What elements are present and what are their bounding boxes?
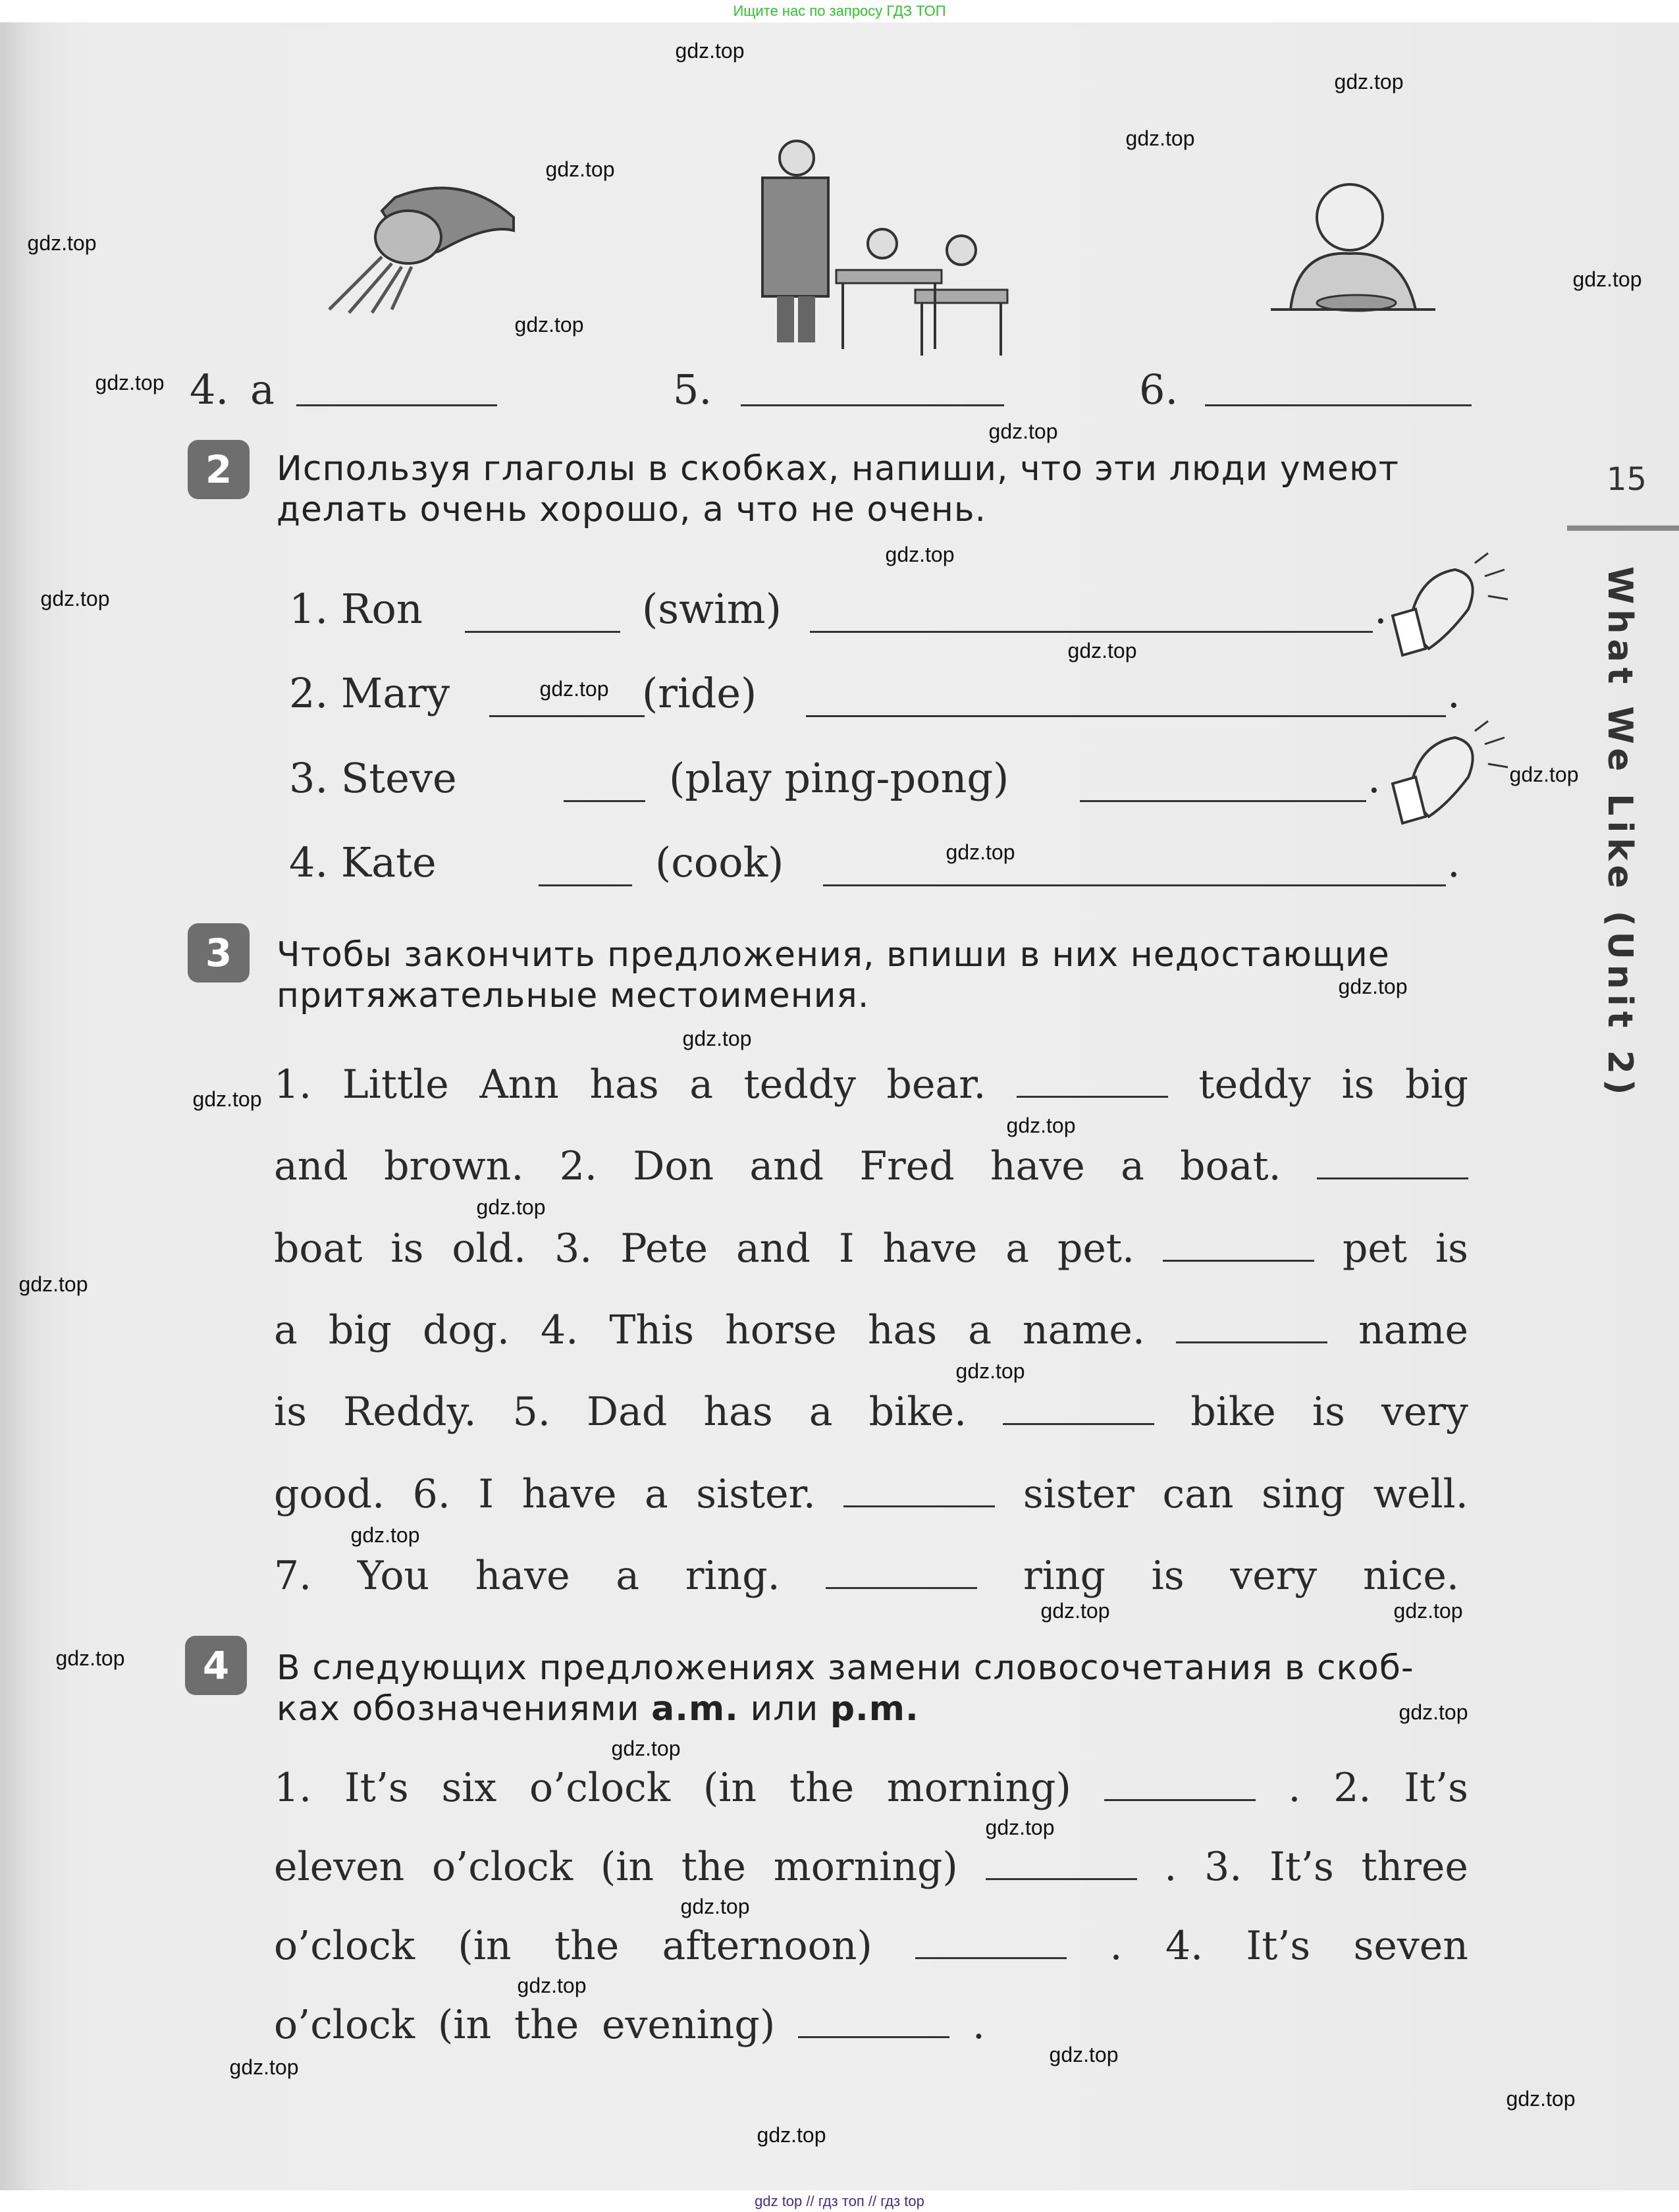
word: is bbox=[1435, 1226, 1468, 1272]
watermark: gdz.top bbox=[1006, 1114, 1076, 1137]
watermark: gdz.top bbox=[611, 1737, 681, 1760]
ex1-item-4-number: 4. bbox=[190, 365, 229, 414]
word: has bbox=[703, 1389, 773, 1435]
or-word: или bbox=[750, 1689, 819, 1729]
word: It’s bbox=[1246, 1923, 1311, 1969]
word: and bbox=[274, 1143, 348, 1189]
watermark: gdz.top bbox=[1049, 2043, 1119, 2066]
boy-eating-illustration bbox=[1258, 178, 1442, 316]
paragraph-line bbox=[274, 1062, 1468, 1108]
word: boat. bbox=[1180, 1143, 1281, 1189]
word: You bbox=[357, 1553, 430, 1599]
watermark: gdz.top bbox=[1334, 70, 1404, 94]
word: 7. bbox=[274, 1553, 312, 1599]
watermark: gdz.top bbox=[955, 1359, 1025, 1383]
watermark: gdz.top bbox=[682, 1027, 752, 1050]
word: morning) bbox=[773, 1844, 958, 1890]
word: This bbox=[609, 1307, 695, 1353]
watermark: gdz.top bbox=[1572, 267, 1642, 291]
header-note: Ищите нас по запросу ГДЗ ТОП bbox=[733, 3, 946, 19]
word: a bbox=[1005, 1226, 1030, 1272]
exercise-2-badge: 2 bbox=[188, 440, 250, 499]
word: evening) bbox=[602, 2002, 776, 2048]
watermark: gdz.top bbox=[1509, 763, 1579, 786]
ex4-instruction-line-1: В следующих предложениях замени словосочетания в скоб- bbox=[277, 1648, 1414, 1688]
word: 2. bbox=[559, 1143, 597, 1189]
word: bike bbox=[1190, 1389, 1276, 1435]
clapping-hands-icon bbox=[1389, 718, 1514, 833]
ex1-item-4-blank[interactable] bbox=[296, 404, 497, 406]
word: Reddy. bbox=[343, 1389, 477, 1435]
ex2-item-blank-sentence[interactable] bbox=[823, 884, 1446, 886]
ex2-item-verb: (cook) bbox=[655, 838, 784, 886]
word: afternoon) bbox=[662, 1923, 872, 1969]
word: I bbox=[478, 1471, 494, 1517]
word: old. bbox=[452, 1226, 527, 1272]
ex3-instruction-line-2: притяжательные местоимения. bbox=[277, 976, 870, 1015]
watermark: gdz.top bbox=[1393, 1599, 1463, 1623]
ex2-item-blank-sentence[interactable] bbox=[1080, 800, 1366, 802]
word: It’s bbox=[344, 1765, 409, 1811]
word: a bbox=[644, 1471, 668, 1517]
watermark: gdz.top bbox=[675, 39, 745, 63]
shower-illustration bbox=[316, 165, 527, 316]
word: a bbox=[809, 1389, 833, 1435]
paragraph-line bbox=[274, 1307, 1468, 1353]
word: Pete bbox=[620, 1226, 708, 1272]
answer-blank[interactable] bbox=[826, 1558, 977, 1589]
watermark: gdz.top bbox=[885, 543, 955, 566]
ex1-item-6-number: 6. bbox=[1139, 365, 1179, 414]
word: is bbox=[1151, 1553, 1185, 1599]
word: o’clock bbox=[432, 1844, 573, 1890]
word: 4. bbox=[1165, 1923, 1204, 1969]
watermark: gdz.top bbox=[946, 840, 1015, 864]
ex4-instruction-line-2 bbox=[277, 1689, 919, 1729]
watermark: gdz.top bbox=[757, 2123, 826, 2147]
word: teddy bbox=[743, 1062, 856, 1108]
word: is bbox=[274, 1389, 307, 1435]
unit-title: What We Like (Unit 2) bbox=[1600, 566, 1639, 1100]
ex2-item-label: 3. Steve bbox=[289, 754, 457, 802]
paragraph-line bbox=[274, 1844, 1468, 1890]
ex1-item-6-blank[interactable] bbox=[1205, 404, 1472, 406]
word: a bbox=[274, 1307, 298, 1353]
word: 1. bbox=[274, 1062, 312, 1108]
word: have bbox=[882, 1226, 978, 1272]
watermark: gdz.top bbox=[40, 587, 110, 610]
ex2-item-verb: (play ping-pong) bbox=[669, 754, 1009, 802]
word: bike. bbox=[868, 1389, 967, 1435]
word: boat bbox=[274, 1226, 363, 1272]
answer-blank[interactable] bbox=[1176, 1312, 1327, 1343]
ex2-item-end: . bbox=[1447, 669, 1460, 717]
paragraph-line bbox=[274, 1471, 1468, 1517]
word: (in bbox=[458, 1923, 512, 1969]
word: sister bbox=[1023, 1471, 1134, 1517]
ex3-instruction-line-1: Чтобы закончить предложения, впиши в них недостающие bbox=[277, 935, 1390, 975]
word: and bbox=[749, 1143, 824, 1189]
word: 3. bbox=[554, 1226, 593, 1272]
watermark: gdz.top bbox=[55, 1646, 125, 1670]
word: have bbox=[990, 1143, 1085, 1189]
word: the bbox=[789, 1765, 855, 1811]
word: eleven bbox=[274, 1844, 405, 1890]
word: . bbox=[1288, 1765, 1301, 1811]
word: very bbox=[1230, 1553, 1318, 1599]
ex4-instruction-text: ках обозначениями bbox=[277, 1689, 640, 1729]
word: 6. bbox=[412, 1471, 450, 1517]
word: Don bbox=[633, 1143, 714, 1189]
watermark: gdz.top bbox=[476, 1195, 546, 1219]
word: o’clock bbox=[274, 1923, 415, 1969]
ex2-instruction-line-2: делать очень хорошо, а что не очень. bbox=[277, 490, 987, 529]
word: (in bbox=[437, 2002, 492, 2048]
word: name. bbox=[1023, 1307, 1145, 1353]
word: bear. bbox=[886, 1062, 986, 1108]
word: 2. bbox=[1333, 1765, 1372, 1811]
word: has bbox=[589, 1062, 659, 1108]
watermark: gdz.top bbox=[1399, 1700, 1468, 1724]
watermark: gdz.top bbox=[192, 1087, 262, 1111]
word: 4. bbox=[541, 1307, 579, 1353]
word: It’s bbox=[1269, 1844, 1334, 1890]
word: good. bbox=[274, 1471, 385, 1517]
watermark: gdz.top bbox=[1125, 126, 1195, 150]
word: can bbox=[1162, 1471, 1234, 1517]
word: It’s bbox=[1404, 1765, 1468, 1811]
answer-blank[interactable] bbox=[798, 2007, 949, 2038]
watermark: gdz.top bbox=[988, 419, 1058, 443]
ex2-instruction-line-1: Используя глаголы в скобках, напиши, что эти люди умеют bbox=[277, 449, 1399, 489]
word: sister. bbox=[696, 1471, 816, 1517]
am-term: a.m. bbox=[651, 1689, 739, 1729]
watermark: gdz.top bbox=[1338, 975, 1408, 998]
word: dog. bbox=[422, 1307, 510, 1353]
exercise-3-badge: 3 bbox=[188, 923, 250, 983]
watermark: gdz.top bbox=[985, 1816, 1055, 1839]
word: is bbox=[390, 1226, 424, 1272]
word: I bbox=[838, 1226, 855, 1272]
word: the bbox=[554, 1923, 620, 1969]
word: is bbox=[1312, 1389, 1345, 1435]
watermark: gdz.top bbox=[514, 313, 584, 337]
paragraph-line bbox=[274, 1923, 1468, 1969]
word: o’clock bbox=[274, 2002, 415, 2048]
watermark: gdz.top bbox=[229, 2055, 299, 2079]
word: Ann bbox=[479, 1062, 559, 1108]
word: a bbox=[689, 1062, 714, 1108]
ex2-item-verb: (swim) bbox=[642, 585, 782, 633]
ex2-item-end: . bbox=[1374, 585, 1387, 633]
word: 3. bbox=[1204, 1844, 1242, 1890]
answer-blank[interactable] bbox=[1317, 1148, 1468, 1179]
ex2-item-blank-adverb[interactable] bbox=[465, 631, 620, 633]
word: (in bbox=[703, 1765, 757, 1811]
word: have bbox=[475, 1553, 570, 1599]
word: have bbox=[521, 1471, 617, 1517]
answer-blank[interactable] bbox=[986, 1849, 1137, 1880]
word: big bbox=[328, 1307, 392, 1353]
paragraph-line bbox=[274, 1226, 1468, 1272]
word: (in bbox=[600, 1844, 654, 1890]
word: the bbox=[514, 2002, 579, 2048]
word: is bbox=[1341, 1062, 1375, 1108]
word: . bbox=[1109, 1923, 1123, 1969]
watermark: gdz.top bbox=[95, 371, 165, 394]
answer-blank[interactable] bbox=[843, 1476, 995, 1507]
watermark: gdz.top bbox=[680, 1895, 750, 1918]
watermark: gdz.top bbox=[539, 677, 609, 701]
paragraph-line bbox=[274, 1389, 1468, 1435]
ex1-item-5-number: 5. bbox=[673, 365, 712, 414]
side-rule bbox=[1567, 526, 1679, 531]
word: teddy bbox=[1198, 1062, 1311, 1108]
watermark: gdz.top bbox=[1506, 2087, 1576, 2111]
ex2-item-end: . bbox=[1368, 754, 1381, 802]
word: pet. bbox=[1057, 1226, 1135, 1272]
ex2-item-label: 4. Kate bbox=[289, 838, 437, 886]
word: name bbox=[1358, 1307, 1468, 1353]
exercise-4-badge: 4 bbox=[185, 1636, 247, 1695]
answer-blank[interactable] bbox=[1104, 1770, 1256, 1801]
watermark: gdz.top bbox=[350, 1523, 420, 1547]
ex2-item-verb: (ride) bbox=[642, 669, 757, 717]
paragraph-line bbox=[274, 1143, 1468, 1189]
ex2-item-blank-adverb[interactable] bbox=[489, 715, 645, 717]
word: Little bbox=[342, 1062, 449, 1108]
paragraph-line bbox=[274, 1553, 1459, 1599]
paragraph-line bbox=[274, 2002, 985, 2048]
word: six bbox=[441, 1765, 497, 1811]
word: morning) bbox=[886, 1765, 1071, 1811]
ex2-item-blank-sentence[interactable] bbox=[810, 631, 1373, 633]
word: Fred bbox=[859, 1143, 955, 1189]
watermark: gdz.top bbox=[27, 231, 97, 255]
word: brown. bbox=[384, 1143, 524, 1189]
word: horse bbox=[725, 1307, 837, 1353]
answer-blank[interactable] bbox=[1163, 1231, 1314, 1262]
ex2-item-label: 1. Ron bbox=[289, 585, 423, 633]
ex1-item-4-prefix: a bbox=[250, 365, 275, 414]
word: ring. bbox=[685, 1553, 780, 1599]
word: o’clock bbox=[529, 1765, 671, 1811]
watermark: gdz.top bbox=[18, 1272, 88, 1296]
answer-blank[interactable] bbox=[1003, 1394, 1154, 1425]
ex2-item-end: . bbox=[1447, 838, 1460, 886]
word: a bbox=[968, 1307, 992, 1353]
word: ring bbox=[1023, 1553, 1106, 1599]
ex2-item-blank-adverb[interactable] bbox=[564, 800, 645, 802]
watermark: gdz.top bbox=[545, 157, 615, 181]
paragraph-line bbox=[274, 1765, 1468, 1811]
word: and bbox=[736, 1226, 811, 1272]
word: pet bbox=[1343, 1226, 1408, 1272]
pm-term: p.m. bbox=[830, 1689, 919, 1729]
word: Dad bbox=[587, 1389, 668, 1435]
word: sing bbox=[1262, 1471, 1346, 1517]
word: very bbox=[1381, 1389, 1468, 1435]
word: big bbox=[1404, 1062, 1468, 1108]
watermark: gdz.top bbox=[517, 1974, 587, 1997]
word: a bbox=[616, 1553, 640, 1599]
word: . bbox=[1164, 1844, 1177, 1890]
ex1-item-5-blank[interactable] bbox=[741, 404, 1004, 406]
watermark: gdz.top bbox=[1040, 1599, 1110, 1623]
word: the bbox=[681, 1844, 747, 1890]
answer-blank[interactable] bbox=[915, 1928, 1067, 1959]
word: seven bbox=[1353, 1923, 1468, 1969]
ex2-item-blank-sentence[interactable] bbox=[806, 715, 1446, 717]
word: has bbox=[867, 1307, 938, 1353]
word: a bbox=[1121, 1143, 1144, 1189]
clapping-hands-icon bbox=[1389, 550, 1514, 665]
teacher-students-illustration bbox=[757, 138, 1014, 362]
ex2-item-label: 2. Mary bbox=[289, 669, 450, 717]
word: 5. bbox=[512, 1389, 550, 1435]
word: nice. bbox=[1362, 1553, 1459, 1599]
page-number: 15 bbox=[1607, 461, 1647, 498]
answer-blank[interactable] bbox=[1017, 1067, 1168, 1098]
word: well. bbox=[1373, 1471, 1468, 1517]
word: three bbox=[1361, 1844, 1468, 1890]
word: 1. bbox=[274, 1765, 312, 1811]
watermark: gdz.top bbox=[1067, 639, 1137, 662]
word: . bbox=[972, 2002, 985, 2048]
ex2-item-blank-adverb[interactable] bbox=[539, 884, 632, 886]
footer-note: gdz top // гдз топ // гдз top bbox=[755, 2193, 924, 2209]
